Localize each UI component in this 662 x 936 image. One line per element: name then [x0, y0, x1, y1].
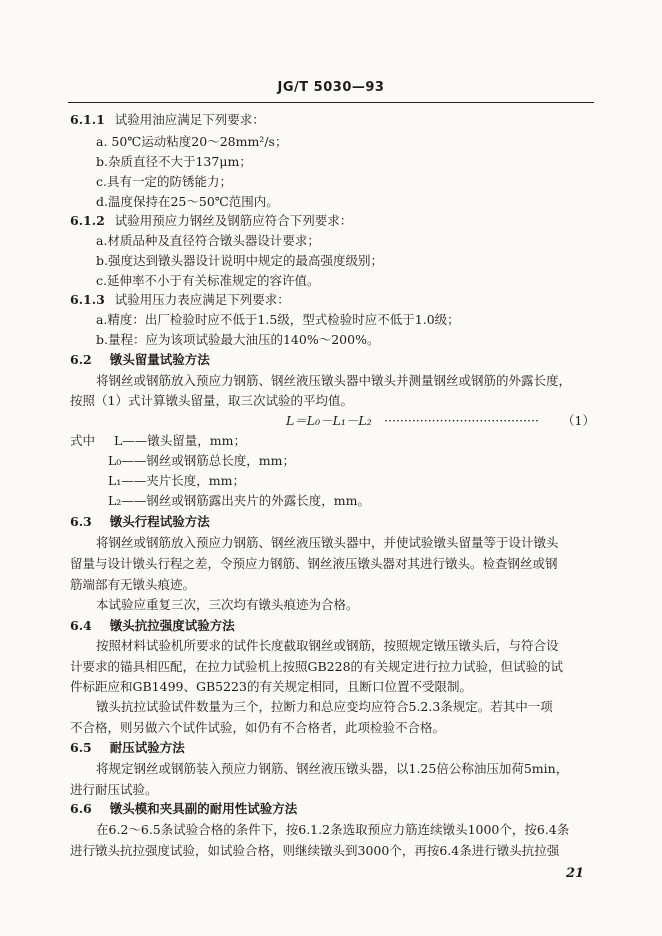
variable-definition: L₁——夹片长度，mm；	[108, 473, 246, 488]
paragraph-line: 将规定钢丝或钢筋装入预应力钢筋、钢丝液压镦头器，以1.25倍公称油压加荷5min，	[96, 761, 569, 776]
paragraph-line: 本试验应重复三次，三次均有镦头痕迹为合格。	[96, 597, 359, 612]
list-item: d.温度保持在25～50℃范围内。	[96, 194, 279, 209]
list-item: b.量程：应为该项试验最大油压的140%～200%。	[96, 332, 380, 347]
section-6-1-1-heading: 6.1.1 试验用油应满足下列要求：	[70, 112, 265, 127]
paragraph-line: 在6.2～6.5条试验合格的条件下，按6.1.2条选取预应力筋连续镦头1000个，按6.4条	[96, 822, 570, 837]
page-number: 21	[566, 866, 585, 881]
variable-definition: L₂——钢丝或钢筋露出夹片的外露长度，mm。	[108, 493, 371, 508]
formula-leader-dots: ·······································	[384, 413, 539, 428]
equation-number: （1）	[562, 413, 595, 428]
document-code: JG/T 5030—93	[277, 80, 385, 95]
paragraph-line: 不合格，则另做六个试件试验，如仍有不合格者，此项检验不合格。	[70, 720, 446, 735]
section-6-6-heading: 6.6 镦头模和夹具副的耐用性试验方法	[70, 801, 298, 816]
section-6-1-2-heading: 6.1.2 试验用预应力钢丝及钢筋应符合下列要求：	[70, 213, 353, 228]
paragraph-line: 计要求的锚具相匹配，在拉力试验机上按照GB228的有关规定进行拉力试验，但试验的试	[70, 659, 564, 674]
section-6-5-heading: 6.5 耐压试验方法	[70, 740, 185, 755]
formula: L＝L₀－L₁－L₂	[286, 413, 372, 428]
list-item: a.材质品种及直径符合镦头器设计要求；	[96, 233, 320, 248]
paragraph-line: 将钢丝或钢筋放入预应力钢筋、钢丝液压镦头器中，并使试验镦头留量等于设计镦头	[96, 535, 559, 550]
paragraph-line: 件标距应和GB1499、GB5223的有关规定相同，且断口位置不受限制。	[70, 679, 472, 694]
paragraph-line: 按照材料试验机所要求的试件长度截取钢丝或钢筋，按照规定镦压镦头后，与符合设	[96, 638, 559, 653]
section-6-3-heading: 6.3 镦头行程试验方法	[70, 514, 210, 529]
paragraph-line: 进行耐压试验。	[70, 782, 158, 797]
variable-definition: L₀——钢丝或钢筋总长度，mm；	[108, 453, 296, 468]
paragraph-line: 筋端部有无镦头痕迹。	[70, 577, 196, 592]
list-item: b.杂质直径不大于137μm；	[96, 154, 252, 169]
where-label: 式中	[70, 433, 96, 448]
section-6-1-3-heading: 6.1.3 试验用压力表应满足下列要求：	[70, 292, 290, 307]
paragraph-line: 镦头抗拉试验试件数量为三个，拉断力和总应变均应符合5.2.3条规定。若其中一项	[96, 699, 553, 714]
list-item: b.强度达到镦头器设计说明中规定的最高强度级别；	[96, 253, 383, 268]
section-6-4-heading: 6.4 镦头抗拉强度试验方法	[70, 618, 235, 633]
paragraph-line: 按照（1）式计算镦头留量，取三次试验的平均值。	[70, 393, 353, 408]
list-item: a.精度：出厂检验时应不低于1.5级，型式检验时应不低于1.0级；	[96, 312, 460, 327]
section-6-2-heading: 6.2 镦头留量试验方法	[70, 352, 210, 367]
paragraph-line: 进行镦头抗拉强度试验，如试验合格，则继续镦头到3000个，再按6.4条进行镦头抗拉强	[70, 843, 560, 858]
list-item: a. 50℃运动粘度20～28mm²/s；	[96, 134, 288, 149]
paragraph-line: 留量与设计镦头行程之差，令预应力钢筋、钢丝液压镦头器对其进行镦头。检查钢丝或钢	[70, 556, 558, 571]
list-item: c.具有一定的防锈能力；	[96, 174, 232, 189]
header-rule	[68, 102, 594, 103]
paragraph-line: 将钢丝或钢筋放入预应力钢筋、钢丝液压镦头器中镦头并测量钢丝或钢筋的外露长度，	[96, 373, 572, 388]
list-item: c.延伸率不小于有关标准规定的容许值。	[96, 273, 320, 288]
variable-definition: L——镦头留量，mm；	[114, 433, 247, 448]
